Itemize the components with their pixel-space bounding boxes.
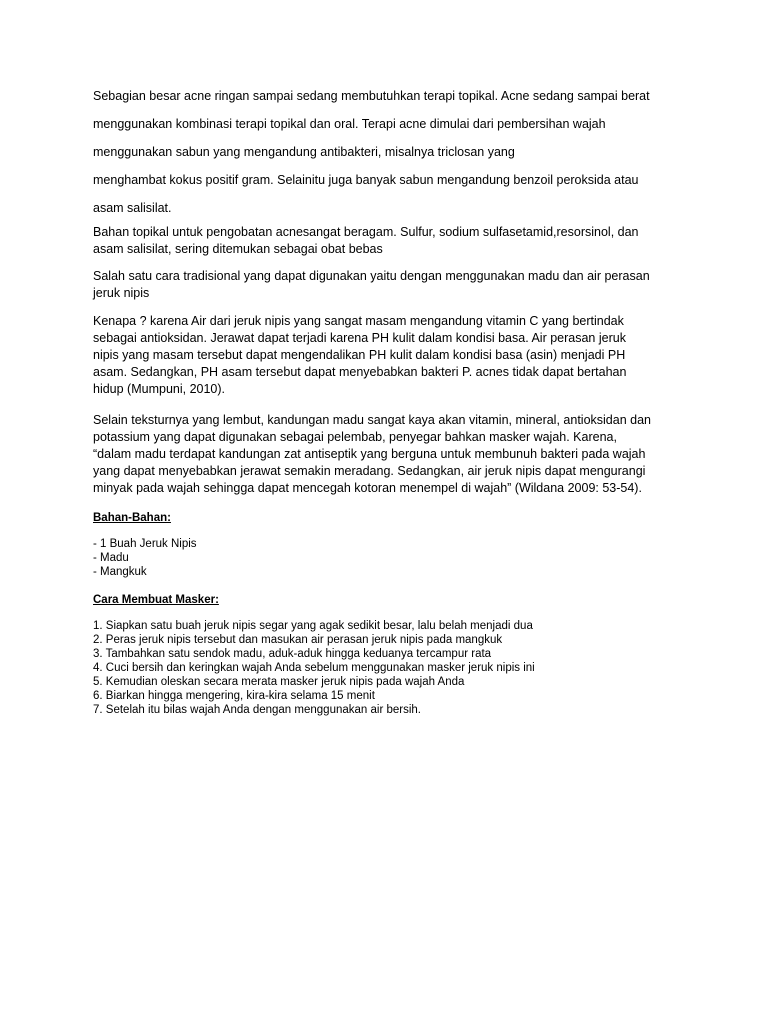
text-line: “dalam madu terdapat kandungan zat antiseptik yang berguna untuk membunuh bakteri pada wajah: [93, 447, 646, 461]
text-line: sebagai antioksidan. Jerawat dapat terjadi karena PH kulit dalam kondisi basa. Air perasan jeruk: [93, 331, 626, 345]
text-line: minyak pada wajah sehingga dapat mencegah kotoran menempel di wajah” (Wildana 2009: 53-54).: [93, 481, 642, 495]
text-line: hidup (Mumpuni, 2010).: [93, 382, 226, 396]
text-line: asam salisilat.: [93, 201, 172, 215]
step-item: 7. Setelah itu bilas wajah Anda dengan menggunakan air bersih.: [93, 704, 421, 716]
step-item: 2. Peras jeruk nipis tersebut dan masukan air perasan jeruk nipis pada mangkuk: [93, 634, 503, 646]
step-item: 3. Tambahkan satu sendok madu, aduk-aduk hingga keduanya tercampur rata: [93, 648, 492, 660]
steps-section: [93, 593, 535, 717]
step-item: 6. Biarkan hingga mengering, kira-kira selama 15 menit: [93, 690, 375, 702]
step-item: 4. Cuci bersih dan keringkan wajah Anda sebelum menggunakan masker jeruk nipis ini: [93, 662, 535, 674]
text-line: yang dapat menyebabkan jerawat semakin meradang. Sedangkan, air jeruk nipis dapat mengurangi: [93, 464, 646, 478]
paragraph-topical-ingredients: [93, 224, 639, 258]
text-line: jeruk nipis: [93, 286, 150, 300]
ingredient-item: - Mangkuk: [93, 566, 147, 578]
step-item: 1. Siapkan satu buah jeruk nipis segar yang agak sedikit besar, lalu belah menjadi dua: [93, 620, 533, 632]
text-line: asam. Sedangkan, PH asam tersebut dapat menyebabkan bakteri P. acnes tidak dapat bertahan: [93, 365, 627, 379]
paragraph-honey-benefits: [93, 412, 651, 497]
ingredient-item: - Madu: [93, 552, 129, 564]
text-line: menggunakan sabun yang mengandung antibakteri, misalnya triclosan yang: [93, 145, 515, 159]
text-line: Selain teksturnya yang lembut, kandungan madu sangat kaya akan vitamin, mineral, antioksidan dan: [93, 413, 651, 427]
text-line: menghambat kokus positif gram. Selainitu juga banyak sabun mengandung benzoil peroksida atau: [93, 173, 639, 187]
text-line: nipis yang masam tersebut dapat mengendalikan PH kulit dalam kondisi basa (asin) menjadi PH: [93, 348, 626, 362]
text-line: Bahan topikal untuk pengobatan acnesangat beragam. Sulfur, sodium sulfasetamid,resorsinol, dan: [93, 225, 639, 239]
text-line: Salah satu cara tradisional yang dapat digunakan yaitu dengan menggunakan madu dan air perasan: [93, 269, 650, 283]
step-item: 5. Kemudian oleskan secara merata masker jeruk nipis pada wajah Anda: [93, 676, 465, 688]
ingredients-section: [93, 511, 197, 579]
text-line: Kenapa ? karena Air dari jeruk nipis yang sangat masam mengandung vitamin C yang bertindak: [93, 314, 624, 328]
paragraph-traditional-method: [93, 268, 650, 302]
steps-heading: Cara Membuat Masker:: [93, 594, 219, 606]
paragraph-lime-explanation: [93, 313, 626, 398]
text-line: potassium yang dapat digunakan sebagai pelembab, penyegar bahkan masker wajah. Karena,: [93, 430, 617, 444]
text-line: Sebagian besar acne ringan sampai sedang membutuhkan terapi topikal. Acne sedang sampai berat: [93, 89, 650, 103]
ingredient-item: - 1 Buah Jeruk Nipis: [93, 538, 197, 550]
ingredients-heading: Bahan-Bahan:: [93, 512, 171, 524]
text-line: menggunakan kombinasi terapi topikal dan oral. Terapi acne dimulai dari pembersihan wajah: [93, 117, 606, 131]
text-line: asam salisilat, sering ditemukan sebagai obat bebas: [93, 242, 383, 256]
